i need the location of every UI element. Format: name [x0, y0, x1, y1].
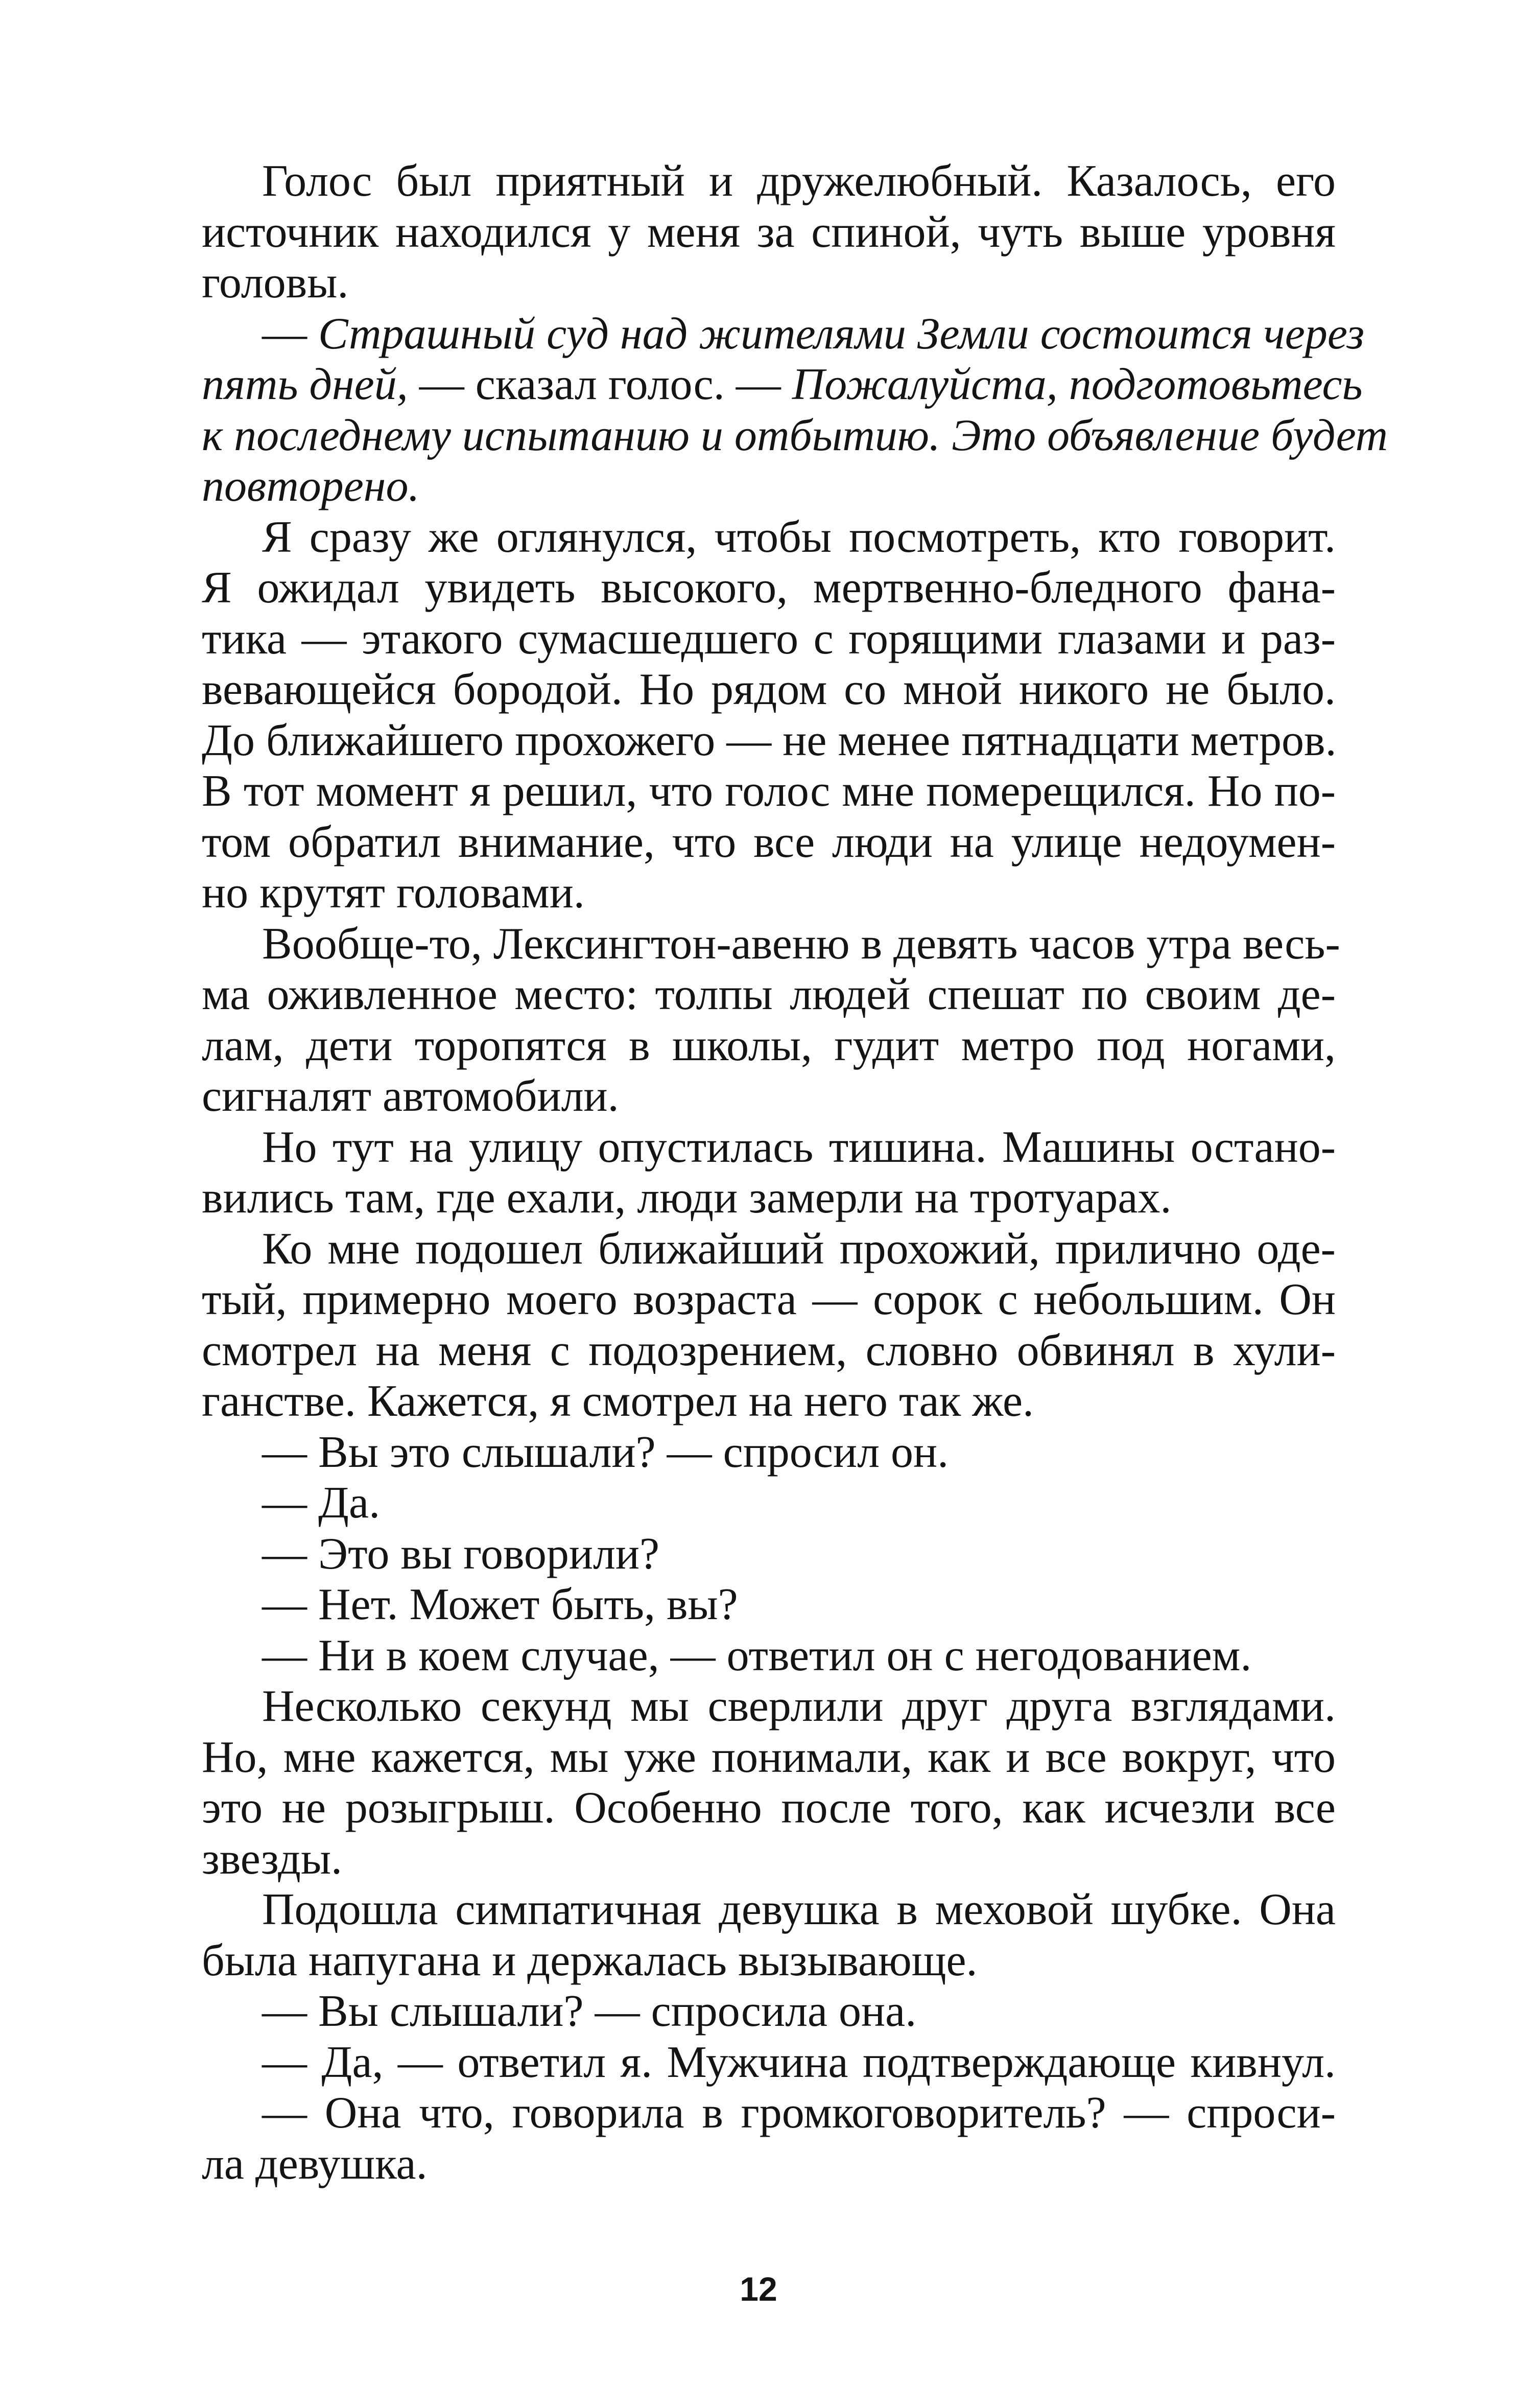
text-line: ла девушка.: [202, 2139, 428, 2189]
text-line: Я сразу же оглянулся, чтобы посмотреть, кто говорит.: [262, 512, 1336, 562]
text-segment: Страшный суд над жителями Земли состоится через: [318, 309, 1365, 359]
text-line: вевающейся бородой. Но рядом со мной никого не было.: [202, 665, 1336, 714]
text-line: — Да.: [262, 1478, 381, 1528]
text-segment: — сказал голос. —: [408, 360, 792, 409]
text-line: Я ожидал увидеть высокого, мертвенно-бледного фана-: [202, 563, 1336, 613]
text-line: — Это вы говорили?: [262, 1529, 660, 1579]
text-line: вились там, где ехали, люди замерли на тротуарах.: [202, 1173, 1172, 1223]
text-line: к последнему испытанию и отбытию. Это объявление будет: [202, 410, 1388, 460]
text-line: [202, 309, 1365, 360]
text-segment: пять дней,: [202, 360, 408, 409]
text-line: — Вы слышали? — спросила она.: [262, 1986, 917, 2036]
text-line: Голос был приятный и дружелюбный. Казалось, его: [262, 156, 1336, 206]
text-line: смотрел на меня с подозрением, словно обвинял в хули-: [202, 1325, 1336, 1375]
text-segment: —: [262, 309, 318, 359]
text-line: — Она что, говорила в громкоговоритель? — спроси-: [262, 2088, 1336, 2138]
page-number: 12: [740, 2270, 777, 2308]
text-line: Несколько секунд мы сверлили друг друга взглядами.: [262, 1681, 1336, 1731]
text-line: Вообще-то, Лексингтон-авеню в девять часов утра весь-: [262, 919, 1340, 969]
text-line: В тот момент я решил, что голос мне померещился. Но по-: [202, 766, 1336, 816]
text-line: была напугана и держалась вызывающе.: [202, 1935, 978, 1985]
text-line: До ближайшего прохожего — не менее пятнадцати метров.: [202, 715, 1337, 765]
text-line: источник находился у меня за спиной, чуть выше уровня: [202, 207, 1336, 257]
text-line: ганстве. Кажется, я смотрел на него так же.: [202, 1376, 1034, 1426]
text-line: Подошла симпатичная девушка в меховой шубке. Она: [262, 1885, 1336, 1934]
text-line: — Ни в коем случае, — ответил он с негодованием.: [262, 1630, 1252, 1680]
text-line: головы.: [202, 258, 349, 308]
text-line: Но, мне кажется, мы уже понимали, как и все вокруг, что: [202, 1732, 1336, 1782]
text-line: тика — этакого сумасшедшего с горящими глазами и раз-: [202, 614, 1336, 664]
text-line: но крутят головами.: [202, 868, 585, 918]
text-line: том обратил внимание, что все люди на улице недоумен-: [202, 817, 1336, 867]
text-line: Но тут на улицу опустилась тишина. Машины остано-: [262, 1122, 1336, 1172]
text-line: лам, дети торопятся в школы, гудит метро под ногами,: [202, 1020, 1336, 1070]
text-segment: Пожалуйста, подготовьтесь: [792, 360, 1363, 409]
text-line: [202, 359, 1363, 410]
text-line: — Нет. Может быть, вы?: [262, 1580, 738, 1629]
text-line: — Да, — ответил я. Мужчина подтверждающе кивнул.: [262, 2037, 1336, 2087]
text-line: ма оживленное место: толпы людей спешат по своим де-: [202, 970, 1336, 1019]
text-line: тый, примерно моего возраста — сорок с небольшим. Он: [202, 1275, 1336, 1324]
text-line: это не розыгрыш. Особенно после того, как исчезли все: [202, 1783, 1336, 1833]
text-line: сигналят автомобили.: [202, 1071, 619, 1121]
text-line: — Вы это слышали? — спросил он.: [262, 1427, 949, 1477]
text-line: повторено.: [202, 461, 420, 511]
text-line: Ко мне подошел ближайший прохожий, прилично оде-: [262, 1224, 1336, 1274]
text-line: звезды.: [202, 1834, 342, 1884]
body-text: [202, 156, 1388, 2189]
